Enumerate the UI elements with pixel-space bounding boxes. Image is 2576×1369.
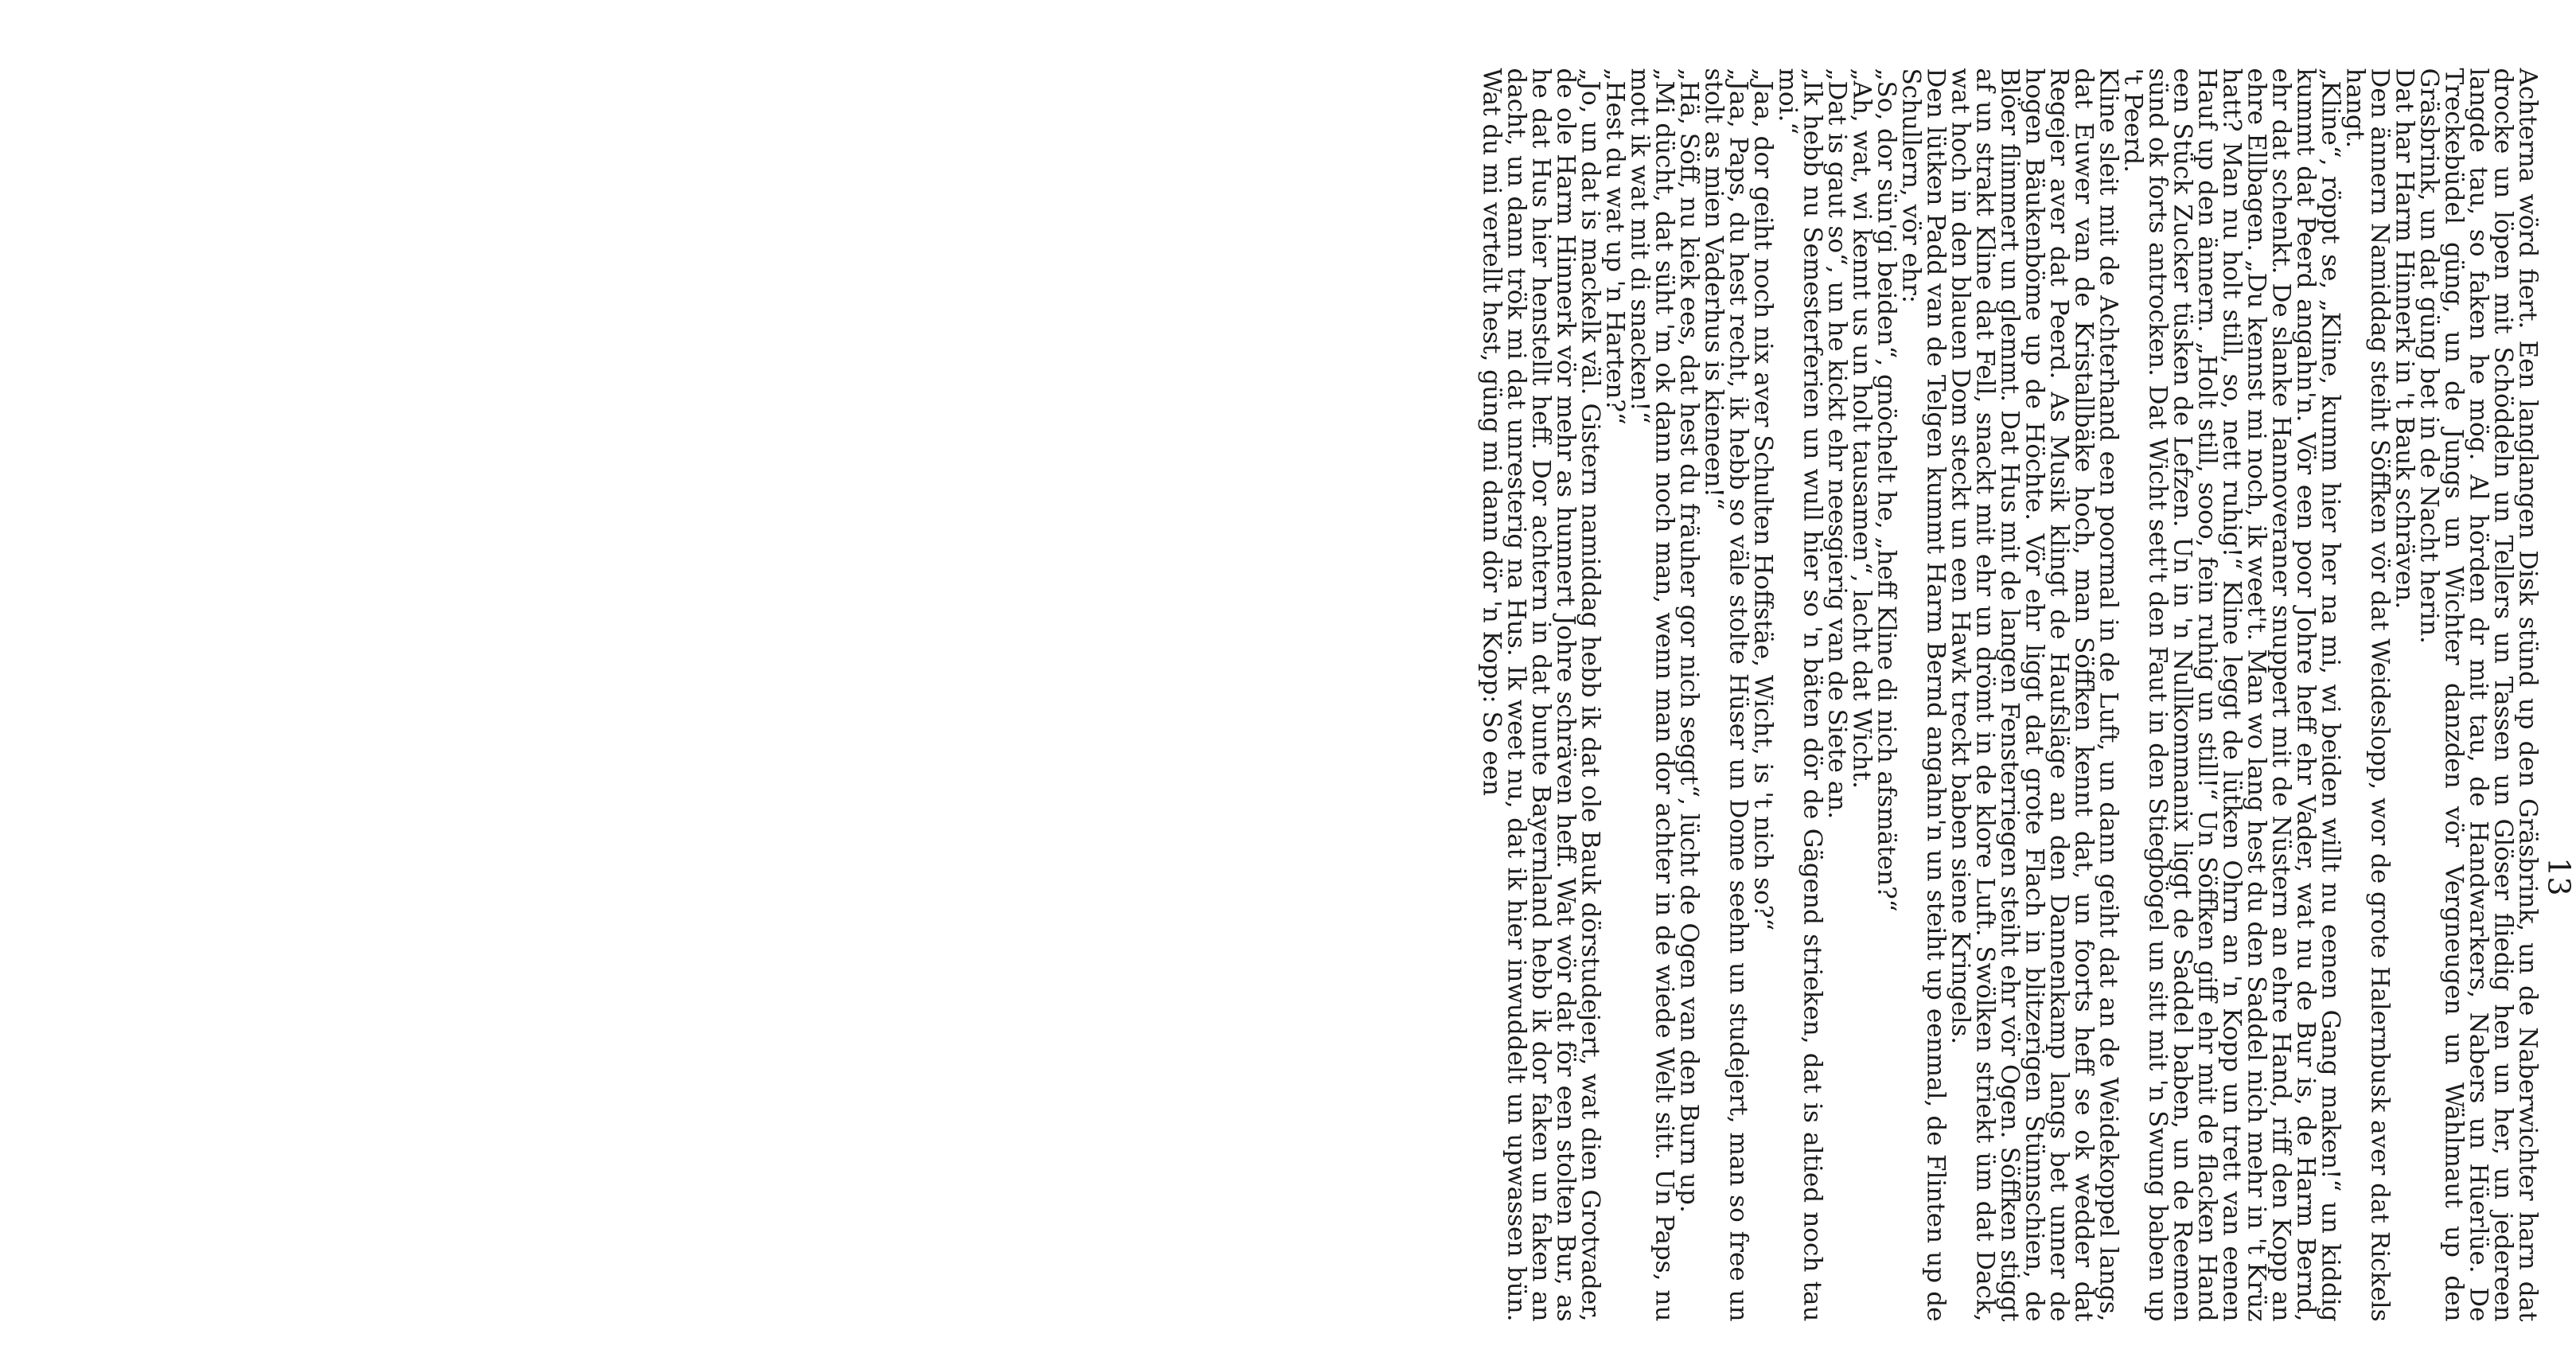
paragraph-14: „Mi dücht, dat süht 'm ok dann noch man, wenn man dor achter in de wiede Welt sitt. Un Paps, nu mott ik wat mit di snacken!“ (1625, 68, 1678, 1321)
paragraph-7: „So, dor sün'gi beiden“, gnöchelt he, „heff Kline di nich afsmäten?“ (1872, 68, 1900, 912)
paragraph-3: Den ännern Namiddag steiht Söffken vör dat Weideslopp, wor de grote Halernbusk aver dat Rickels hangt. (2340, 68, 2394, 1321)
paragraph-5: Kline sleit mit de Achterhand een poormal in de Luft, un dann geiht dat an de Weidekoppel langs, dat Euwer van de Kristallbäke hoch, man Söffken kennt dat, un foorts heff se ok wedder dat Regejer aver dat Peerd. As Musik klingt de Haufsläge an den Dannenkamp langs bet unner de hogen Bäukenböme up de Höchte. Vör ehr liggt dat grote Flach in blitzerigen Stünnschien, de Blöer flimmert un glemmt. Dat Hus mit de langen Fensterriegen steiht ehr vör Ogen. Söffken stiggt af un strakt Kline dat Fell, snackt mit ehr un drömt in de klore Luft. Swölken striekt üm dat Dack, wat hoch in den blauen Dom steckt un een Hawk treckt baben siene Kringels. (1946, 68, 2122, 1321)
paragraph-11: „Jaa, dor geiht noch nix aver Schulten Hoffstäe, Wicht, is 't nich so?“ (1748, 68, 1777, 930)
paragraph-12: „Jaa, Paps, du hest recht, ik hebb so väle stolte Hüser un Dome seehn un studejert, man so free un stolt as mien Vaderhus is kieneen!“ (1699, 68, 1752, 1321)
rotated-text-area (903, 68, 2574, 1321)
page-number: 13 (2541, 856, 2576, 895)
paragraph-6: Den lütken Padd van de Telgen kummt Harm Bernd angahn'n un steiht up eenmal, de Flinten up de Schullern, vör ehr: (1896, 68, 1950, 1321)
body-text (1477, 68, 2542, 1321)
paragraph-8: „Ah, wat, wi kennt us un holt tausamen“, lacht dat Wicht. (1847, 68, 1876, 789)
paragraph-9: „Dat is gaut so“, un he kickt ehr neesgierig van de Siete an. (1822, 68, 1851, 819)
paragraph-15: „Hest du wat up 'n Harten?“ (1600, 68, 1629, 425)
paragraph-1: Achterna wörd fiert. Een langlangen Disk stünd up den Gräsbrink, un de Naberwichter harn dat drocke un löpen mit Schöddeln un Tellers un Tassen un Glöser fliedig hen un her, un jedereen langde tau, so faken he mög. Al hörden dr mit tau, de Handwarkers, Nabers un Hüerlüe. De Treckebüdel güng, un de Jungs un Wichter danzden vör Vergneugen un Wählmaut up den Gräsbrink, un dat güng bet in de Nacht herin. (2414, 68, 2542, 1321)
paragraph-2: Dat har Harm Hinnerk in 't Bauk schräven. (2390, 68, 2418, 609)
paragraph-4: „Kline“, röppt se, „Kline, kumm hier her na mi, wi beiden willt nu eenen Gang maken!“ un kiddig kummt dat Peerd angahn'n. Vör een poor Johre heff ehr Vader, wat nu de Bur is, de Harm Bernd, ehr dat schenkt. De slanke Hannoveraner snuppert mit de Nüstern an ehre Hand, riff den Kopp an ehre Ellbagen. „Du kennst mi noch, ik weet't. Man wo lang hest du den Saddel nich mehr in 't Krüz hatt? Man nu holt still, so, nett ruhig!“ Kline leggt de lütken Ohrn an 'n Kopp un trett van eenen Hauf up den ännern. „Holt still, sooo, fein ruhig un still!“ Un Söffken giff ehr mit de flacken Hand een Stück Zucker tüsken de Lefzen. Un in 'n Nullkommanix liggt de Saddel baben, un de Reemen sünd ok forts antrocken. Dat Wicht sett't den Faut in den Stiegbögel un sitt mit 'n Swung baben up 't Peerd. (2118, 68, 2344, 1321)
paragraph-13: „Hä, Söff, nu kiek ees, dat hest du fräuher gor nich seggt“, lücht de Ogen van den Burn up. (1674, 68, 1703, 1213)
paragraph-16: „Jo, un dat is mackelk väl. Gistern namiddag hebb ik dat ole Bauk dörstudejert, wat dien Grotvader, de ole Harm Hinnerk vör mehr as hunnert Johre schräven heff. Wat wör dat för een stolten Bur, as he dat Hus hier henstellt heff. Dor achtern in dat bunte Bayernland hebb ik dor faken un faken an dacht, un dann trök mi dat unresterig na Hus. Ik weet nu, dat ik hier inwuddelt un upwassen bün. Wat du mi vertellt hest, güng mi dann dör 'n Kopp: So een (1477, 68, 1604, 1321)
paragraph-10: „Ik hebb nu Semesterferien un wull hier so 'n bäten dör de Gägend strieken, dat is altied noch tau moi.“ (1773, 68, 1826, 1321)
